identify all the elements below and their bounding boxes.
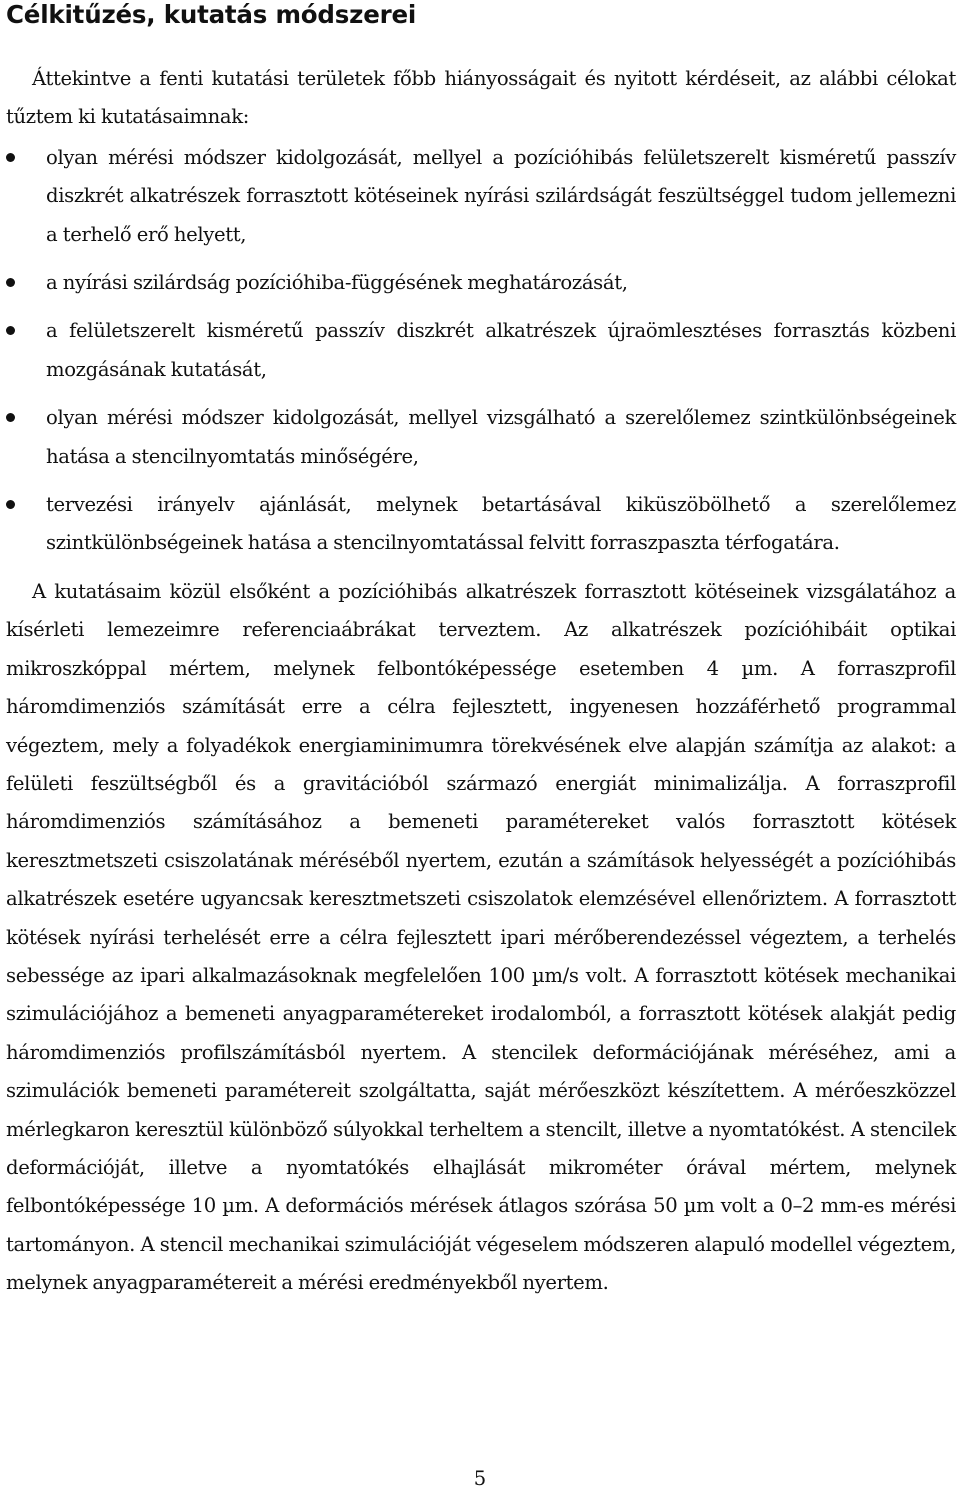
bullet-icon <box>6 326 15 335</box>
list-item-text: tervezési irányelv ajánlását, melynek betartásával kiküszöbölhető a szerelőlemez szintkülönbségeinek hatása a stencilnyomtatással felvitt forraszpaszta térfogatára. <box>46 493 956 555</box>
section-heading: Célkitűzés, kutatás módszerei <box>6 0 417 29</box>
list-item <box>6 312 956 389</box>
list-item <box>6 486 956 563</box>
bullet-icon <box>6 500 15 509</box>
bullet-icon <box>6 278 15 287</box>
intro-paragraph: Áttekintve a fenti kutatási területek főbb hiányosságait és nyitott kérdéseit, az alábbi célokat tűztem ki kutatásaimnak: <box>6 67 956 129</box>
list-item-text: a nyírási szilárdság pozícióhiba-függésének meghatározását, <box>46 271 628 295</box>
bullet-icon <box>6 153 15 162</box>
list-item <box>6 264 956 302</box>
list-item-text: olyan mérési módszer kidolgozását, mellyel a pozícióhibás felületszerelt kisméretű passzív diszkrét alkatrészek forrasztott kötéseinek nyírási szilárdságát feszültséggel tudom jellemezni a terhelő erő helyett, <box>46 145 956 246</box>
list-item <box>6 139 956 254</box>
list-item-text: a felületszerelt kisméretű passzív diszkrét alkatrészek újraömlesztéses forrasztás közbeni mozgásának kutatását, <box>46 319 956 381</box>
page-number: 5 <box>473 1467 487 1490</box>
document-page <box>6 0 956 1303</box>
goals-list <box>6 139 956 563</box>
list-item-text: olyan mérési módszer kidolgozását, mellyel vizsgálható a szerelőlemez szintkülönbségeinek hatása a stencilnyomtatás minőségére, <box>46 406 956 468</box>
body-paragraph: A kutatásaim közül elsőként a pozícióhibás alkatrészek forrasztott kötéseinek vizsgálatához a kísérleti lemezeimre referenciaábrákat terveztem. Az alkatrészek pozícióhibáit optikai mikroszkóppal mértem, melynek felbontóképessége esetemben 4 µm. A forraszprofil háromdimenziós számítását erre a célra fejlesztett, ingyenesen hozzáférhető programmal végeztem, mely a folyadékok energiaminimumra törekvésének elve alapján számítja az alakot: a felületi feszültségből és a gravitációból származó energiát minimalizálja. A forraszprofil háromdimenziós számításához a bemeneti paramétereket valós forrasztott kötések keresztmetszeti csiszolatának méréséből nyertem, ezután a számítások helyességét a pozícióhibás alkatrészek esetére ugyancsak keresztmetszeti csiszolatok elemzésével ellenőriztem. A forrasztott kötések nyírási terhelését erre a célra fejlesztett ipari mérőberendezéssel végeztem, a terhelés sebessége az ipari alkalmazásoknak megfelelően 100 µm/s volt. A forrasztott kötések mechanikai szimulációjához a bemeneti anyagparamétereket irodalomból, a forrasztott kötések alakját pedig háromdimenziós profilszámításból nyertem. A stencilek deformációjának méréséhez, ami a szimulációk bemeneti paramétereit szolgáltatta, saját mérőeszközt készítettem. A mérőeszközzel mérlegkaron keresztül különböző súlyokkal terheltem a stencilt, illetve a nyomtatókést. A stencilek deformációját, illetve a nyomtatókés elhajlását mikrométer órával mértem, melynek felbontóképessége 10 µm. A deformációs mérések átlagos szórása 50 µm volt a 0–2 mm-es mérési tartományon. A stencil mechanikai szimulációját végeselem módszeren alapuló modellel végeztem, melynek anyagparamétereit a mérési eredményekből nyertem. <box>6 579 956 1295</box>
bullet-icon <box>6 413 15 422</box>
list-item <box>6 399 956 476</box>
